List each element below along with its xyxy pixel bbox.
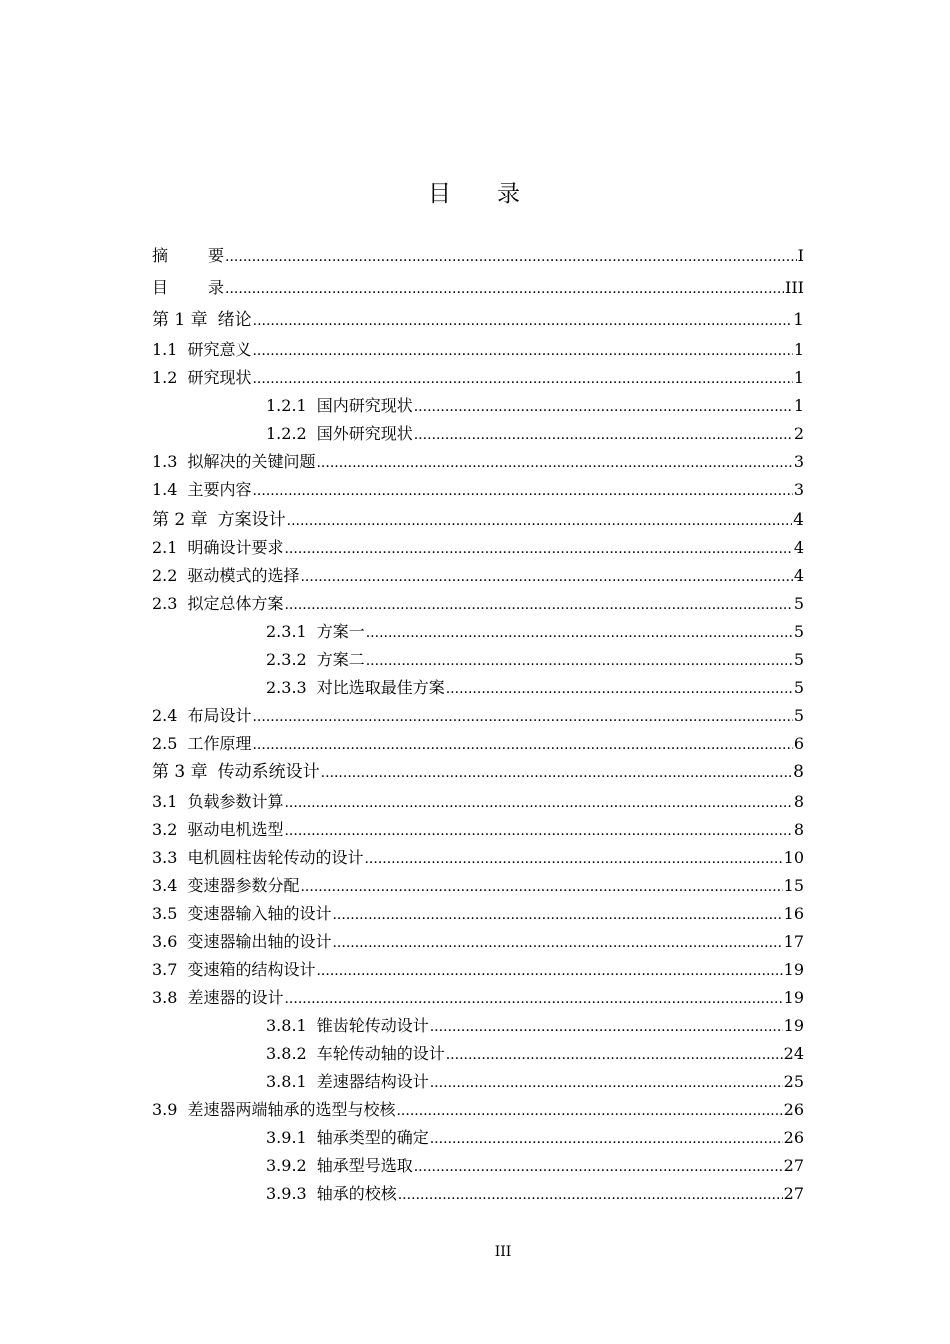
toc-entry[interactable] xyxy=(152,566,804,587)
toc-entry[interactable] xyxy=(266,650,804,671)
toc-dot-leader xyxy=(252,481,792,501)
toc-dot-leader xyxy=(396,1101,782,1121)
toc-entry-label-part: 摘 xyxy=(152,246,169,265)
toc-entry-label: 方案二 xyxy=(316,650,365,669)
page-title-char-1: 目 xyxy=(428,181,453,207)
toc-entry-page: 4 xyxy=(793,566,804,585)
toc-entry-label: 变速器参数分配 xyxy=(187,876,300,895)
toc-entry-number: 3.4 xyxy=(152,876,178,895)
toc-entry-label: 布局设计 xyxy=(187,706,252,725)
toc-entry-label: 绪论 xyxy=(217,310,252,330)
toc-entry[interactable] xyxy=(152,452,804,473)
toc-entry-label: 锥齿轮传动设计 xyxy=(316,1016,429,1035)
toc-dot-leader xyxy=(284,793,792,813)
toc-entry-number: 3.9 xyxy=(152,1100,178,1119)
toc-entry-label xyxy=(152,278,224,298)
toc-dot-leader xyxy=(252,341,792,361)
toc-entry-page: 19 xyxy=(783,960,804,979)
toc-entry-page: 26 xyxy=(783,1128,804,1147)
toc-entry-label: 轴承的校核 xyxy=(316,1184,397,1203)
toc-entry[interactable] xyxy=(152,960,804,981)
toc-entry-label-part: 要 xyxy=(208,246,225,265)
toc-entry-number: 3.8.1 xyxy=(266,1072,307,1091)
toc-entry-page: 1 xyxy=(793,340,804,359)
toc-dot-leader xyxy=(446,1045,783,1065)
toc-entry-label: 变速器输入轴的设计 xyxy=(187,904,332,923)
toc-dot-leader xyxy=(366,623,793,643)
toc-dot-leader xyxy=(398,1185,783,1205)
toc-entry[interactable] xyxy=(152,594,804,615)
toc-dot-leader xyxy=(284,821,792,841)
toc-dot-leader xyxy=(366,651,793,671)
toc-entry-number: 1.1 xyxy=(152,340,178,359)
toc-entry-page: 27 xyxy=(783,1184,804,1203)
toc-entry-number: 2.5 xyxy=(152,734,178,753)
toc-dot-leader xyxy=(414,1157,783,1177)
toc-entry[interactable] xyxy=(266,1128,804,1149)
toc-entry[interactable] xyxy=(152,904,804,925)
toc-entry-label: 方案一 xyxy=(316,622,365,641)
toc-entry[interactable] xyxy=(152,1100,804,1121)
toc-entry-page: 1 xyxy=(793,310,804,330)
toc-entry-page: 1 xyxy=(793,368,804,387)
toc-entry-number: 2.4 xyxy=(152,706,178,725)
toc-entry-number: 3.1 xyxy=(152,792,178,811)
page-title-char-2: 录 xyxy=(497,181,522,207)
toc-entry-number: 第 1 章 xyxy=(152,310,208,330)
toc-entry[interactable] xyxy=(152,762,804,783)
toc-entry-label xyxy=(152,246,224,266)
toc-entry-number: 1.4 xyxy=(152,480,178,499)
toc-dot-leader xyxy=(321,763,793,783)
toc-entry-label: 轴承类型的确定 xyxy=(316,1128,429,1147)
toc-entry-page: 24 xyxy=(783,1044,804,1063)
toc-entry-number: 3.8.2 xyxy=(266,1044,307,1063)
toc-entry[interactable] xyxy=(266,1016,804,1037)
toc-entry-label: 研究现状 xyxy=(187,368,252,387)
toc-entry-label: 差速器的设计 xyxy=(187,988,284,1007)
toc-entry-label: 驱动电机选型 xyxy=(187,820,284,839)
toc-entry-page: 2 xyxy=(793,424,804,443)
toc-entry-number: 3.7 xyxy=(152,960,178,979)
toc-dot-leader xyxy=(252,369,792,389)
toc-entry[interactable] xyxy=(152,310,804,331)
toc-entry[interactable] xyxy=(152,792,804,813)
toc-entry-page: 4 xyxy=(793,538,804,557)
toc-entry-page: 5 xyxy=(793,622,804,641)
toc-entry-number: 2.3.3 xyxy=(266,678,307,697)
toc-entry-page: 15 xyxy=(783,876,804,895)
toc-entry[interactable] xyxy=(152,480,804,501)
toc-entry-page: 6 xyxy=(793,734,804,753)
toc-entry-number: 2.2 xyxy=(152,566,178,585)
toc-dot-leader xyxy=(252,735,792,755)
toc-entry[interactable] xyxy=(266,1156,804,1177)
toc-entry-page: 16 xyxy=(783,904,804,923)
toc-dot-leader xyxy=(253,311,793,331)
toc-entry-label: 国外研究现状 xyxy=(316,424,413,443)
toc-entry[interactable] xyxy=(266,1184,804,1205)
toc-entry-page: 8 xyxy=(793,762,804,782)
toc-entry-page: 5 xyxy=(793,650,804,669)
toc-entry[interactable] xyxy=(152,734,804,755)
toc-entry[interactable] xyxy=(266,396,804,417)
toc-dot-leader xyxy=(225,247,797,267)
toc-entry-number: 1.3 xyxy=(152,452,178,471)
toc-dot-leader xyxy=(225,279,784,299)
toc-entry-label: 差速器结构设计 xyxy=(316,1072,429,1091)
toc-entry-page: 10 xyxy=(783,848,804,867)
toc-entry-label: 变速箱的结构设计 xyxy=(187,960,316,979)
toc-entry-number: 1.2 xyxy=(152,368,178,387)
toc-entry-number: 3.8.1 xyxy=(266,1016,307,1035)
toc-entry-page: 17 xyxy=(783,932,804,951)
toc-entry-number: 3.8 xyxy=(152,988,178,1007)
toc-entry-page: III xyxy=(785,278,804,297)
toc-entry-label: 拟解决的关键问题 xyxy=(187,452,316,471)
toc-entry-page: 19 xyxy=(783,988,804,1007)
toc-entry[interactable] xyxy=(266,1072,804,1093)
toc-dot-leader xyxy=(430,1073,783,1093)
toc-entry-page: 25 xyxy=(783,1072,804,1091)
toc-dot-leader xyxy=(284,595,792,615)
toc-entry[interactable] xyxy=(266,1044,804,1065)
toc-dot-leader xyxy=(414,397,793,417)
toc-entry-page: 4 xyxy=(793,510,804,530)
toc-dot-leader xyxy=(332,905,782,925)
toc-entry[interactable] xyxy=(152,368,804,389)
toc-entry-label: 车轮传动轴的设计 xyxy=(316,1044,445,1063)
toc-entry-number: 3.5 xyxy=(152,904,178,923)
toc-entry-number: 2.1 xyxy=(152,538,178,557)
toc-entry[interactable] xyxy=(152,246,804,267)
toc-entry-page: 5 xyxy=(793,678,804,697)
toc-dot-leader xyxy=(316,453,792,473)
toc-dot-leader xyxy=(287,511,793,531)
toc-entry[interactable] xyxy=(152,706,804,727)
toc-dot-leader xyxy=(300,877,782,897)
toc-entry-page: I xyxy=(797,246,804,265)
toc-entry-page: 5 xyxy=(793,594,804,613)
toc-entry-label: 国内研究现状 xyxy=(316,396,413,415)
toc-entry-number: 3.9.3 xyxy=(266,1184,307,1203)
toc-entry-number: 3.2 xyxy=(152,820,178,839)
toc-entry-label: 方案设计 xyxy=(217,510,286,530)
toc-entry-label: 轴承型号选取 xyxy=(316,1156,413,1175)
toc-entry-label-part: 目 xyxy=(152,278,169,297)
toc-dot-leader xyxy=(446,679,793,699)
toc-entry[interactable] xyxy=(266,424,804,445)
toc-entry[interactable] xyxy=(266,622,804,643)
toc-entry-page: 8 xyxy=(793,792,804,811)
toc-entry-label: 负载参数计算 xyxy=(187,792,284,811)
toc-dot-leader xyxy=(430,1017,783,1037)
toc-entry[interactable] xyxy=(266,678,804,699)
toc-entry-number: 3.3 xyxy=(152,848,178,867)
toc-dot-leader xyxy=(332,933,782,953)
toc-entry-page: 3 xyxy=(793,452,804,471)
toc-entry-label: 研究意义 xyxy=(187,340,252,359)
toc-entry-page: 1 xyxy=(793,396,804,415)
toc-dot-leader xyxy=(414,425,793,445)
toc-entry-label: 传动系统设计 xyxy=(217,762,320,782)
toc-entry[interactable] xyxy=(152,510,804,531)
toc-entry-number: 1.2.2 xyxy=(266,424,307,443)
toc-dot-leader xyxy=(252,707,792,727)
toc-entry-page: 5 xyxy=(793,706,804,725)
toc-dot-leader xyxy=(430,1129,783,1149)
toc-entry[interactable] xyxy=(152,278,804,299)
toc-dot-leader xyxy=(364,849,782,869)
toc-dot-leader xyxy=(284,989,782,1009)
toc-entry-label-part: 录 xyxy=(208,278,225,297)
toc-entry-label: 变速器输出轴的设计 xyxy=(187,932,332,951)
toc-entry-page: 27 xyxy=(783,1156,804,1175)
toc-entry-number: 2.3.1 xyxy=(266,622,307,641)
toc-dot-leader xyxy=(300,567,792,587)
toc-entry-number: 3.9.2 xyxy=(266,1156,307,1175)
toc-entry-label: 驱动模式的选择 xyxy=(187,566,300,585)
toc-entry-label: 电机圆柱齿轮传动的设计 xyxy=(187,848,364,867)
toc-entry-label: 工作原理 xyxy=(187,734,252,753)
toc-entry-number: 第 3 章 xyxy=(152,762,208,782)
toc-entry-page: 8 xyxy=(793,820,804,839)
toc-entry[interactable] xyxy=(152,932,804,953)
toc-entry-number: 1.2.1 xyxy=(266,396,307,415)
toc-dot-leader xyxy=(316,961,782,981)
toc-entry-page: 3 xyxy=(793,480,804,499)
toc-entry[interactable] xyxy=(152,340,804,361)
toc-entry-number: 3.6 xyxy=(152,932,178,951)
toc-dot-leader xyxy=(284,539,792,559)
toc-entry[interactable] xyxy=(152,876,804,897)
toc-entry[interactable] xyxy=(152,988,804,1009)
page-title xyxy=(0,178,950,210)
toc-entry-label: 差速器两端轴承的选型与校核 xyxy=(187,1100,396,1119)
toc-entry-number: 第 2 章 xyxy=(152,510,208,530)
toc-entry-label: 主要内容 xyxy=(187,480,252,499)
toc-entry-page: 19 xyxy=(783,1016,804,1035)
toc-entry-label: 明确设计要求 xyxy=(187,538,284,557)
toc-entry-label: 拟定总体方案 xyxy=(187,594,284,613)
toc-entry[interactable] xyxy=(152,538,804,559)
toc-entry-page: 26 xyxy=(783,1100,804,1119)
footer-page-number: III xyxy=(494,1244,512,1260)
toc-entry-number: 2.3.2 xyxy=(266,650,307,669)
toc-entry-number: 3.9.1 xyxy=(266,1128,307,1147)
toc-entry-label: 对比选取最佳方案 xyxy=(316,678,445,697)
toc-entry-number: 2.3 xyxy=(152,594,178,613)
toc-entry[interactable] xyxy=(152,820,804,841)
toc-entry[interactable] xyxy=(152,848,804,869)
